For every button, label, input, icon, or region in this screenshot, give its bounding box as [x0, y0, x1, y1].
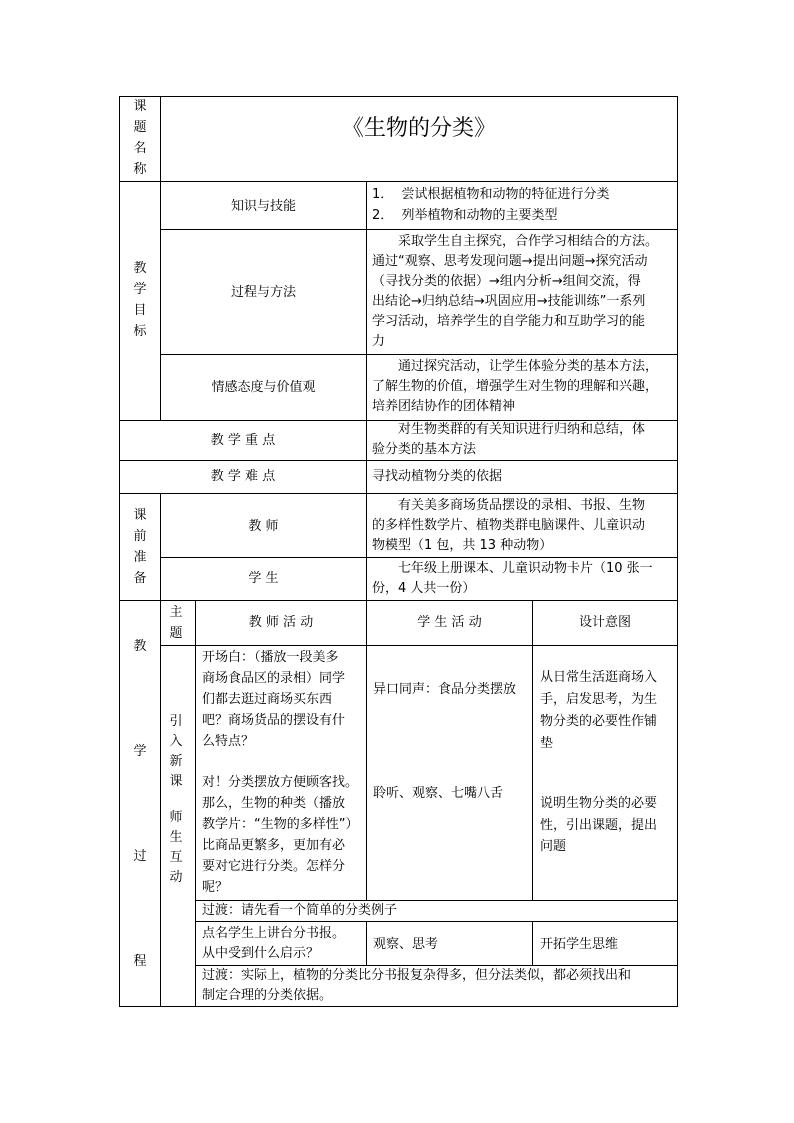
title-label: 课 题 名 称 [133, 99, 147, 177]
prep-student-label: 学 生 [248, 571, 279, 586]
knowledge-item-1: 1． 尝试根据植物和动物的特征进行分类 [372, 187, 610, 202]
teacher-activity-header: 教 师 活 动 [248, 615, 314, 630]
page-title: 《生物的分类》 [341, 116, 496, 141]
topic-header: 主 题 [169, 605, 183, 641]
transition-1: 过渡：请先看一个简单的分类例子 [202, 903, 398, 918]
design-intent-header: 设计意图 [578, 615, 631, 630]
emotion-label: 情感态度与价值观 [211, 380, 316, 395]
row3-design-intent: 开拓学生思维 [540, 937, 619, 952]
difficulty-label: 教 学 难 点 [210, 469, 276, 484]
row3-student-activity: 观察、思考 [373, 937, 439, 952]
key-point-label: 教 学 重 点 [210, 433, 276, 448]
teaching-process-label: 教 学 过 程 [133, 639, 147, 969]
prep-label: 课 前 准 备 [133, 508, 147, 586]
objectives-label: 教 学 目 标 [133, 261, 147, 339]
topic-text: 引 入 新 课 师 生 互 动 [169, 714, 183, 885]
row2-student-activity: 聆听、观察、七嘴八舌 [373, 786, 504, 801]
student-activity-header: 学 生 活 动 [417, 615, 482, 630]
process-method-label: 过程与方法 [230, 285, 296, 300]
knowledge-label: 知识与技能 [230, 199, 296, 214]
lesson-plan-page: 课 题 名 称 《生物的分类》 教 学 目 标 知识与技能 1． 尝试根据植物和动物的特征进行分类 2． 列举植物和动物的主要类型 过程与方法 采取学生自主探究，合作学习相结合的方法。 通过“观察、思考发现问题→提出问题→探究活动 （寻找分类的依据）→组内分析→组间交流，得 出结论→归纳总结→巩固应用→技能训练”一系列 学习活动，培养学生的自学能力和互助学习的能 力 情感态度与价值观 通过探究活动，让学生体验分类的基本方法， 了解生物的价值，增强学生对生物的理解和兴趣， 培养团结协作的团体精神 教 学 重 点 对生物类群的有关知识进行归纳和总结，体 验分类的基本方法 教 学 难 点 寻找动植物分类的依据 课 前 准 备 教 师 有关美多商场货品摆设的录相、书报、生物 的多样性数学片、植物类群电脑课件、儿童识动 物模型（1 包，共 13 种动物） 学 生 七年级上册课本、儿童识动物卡片（10 张一 份，4 人共一份） 教 学 过 程 主 题 教 师 活 动 学 生 活 动 设计意图 引 入 新 课 师 生 互 动 开场白：（播放一段美多 商场食品区的录相）同学 们都去逛过商场买东西 吧？商场货品的摆设有什 么特点？ 异口同声：食品分类摆放 从日常生活逛商场入 手，启发思考，为生 物分类的必要性作铺 垫 对！分类摆放方便顾客找。 那么，生物的种类（播放 教学片：“生物的多样性”） 比商品更繁多，更加有必 要对它进行分类。怎样分 呢？ 聆听、观察、七嘴八舌 说明生物分类的必要 性，引出课题，提出 问题 过渡：请先看一个简单的分类例子 点名学生上讲台分书报。 从中受到什么启示？ 观察、思考 开拓学生思维 过渡：实际上，植物的分类比分书报复杂得多，但分法类似，都必须找出和 制定合理的分类依据。 [0, 0, 794, 1123]
knowledge-item-2: 2． 列举植物和动物的主要类型 [372, 208, 558, 223]
prep-teacher-label: 教 师 [248, 519, 279, 534]
difficulty-text: 寻找动植物分类的依据 [372, 469, 503, 484]
row1-student-activity: 异口同声：食品分类摆放 [373, 682, 517, 697]
